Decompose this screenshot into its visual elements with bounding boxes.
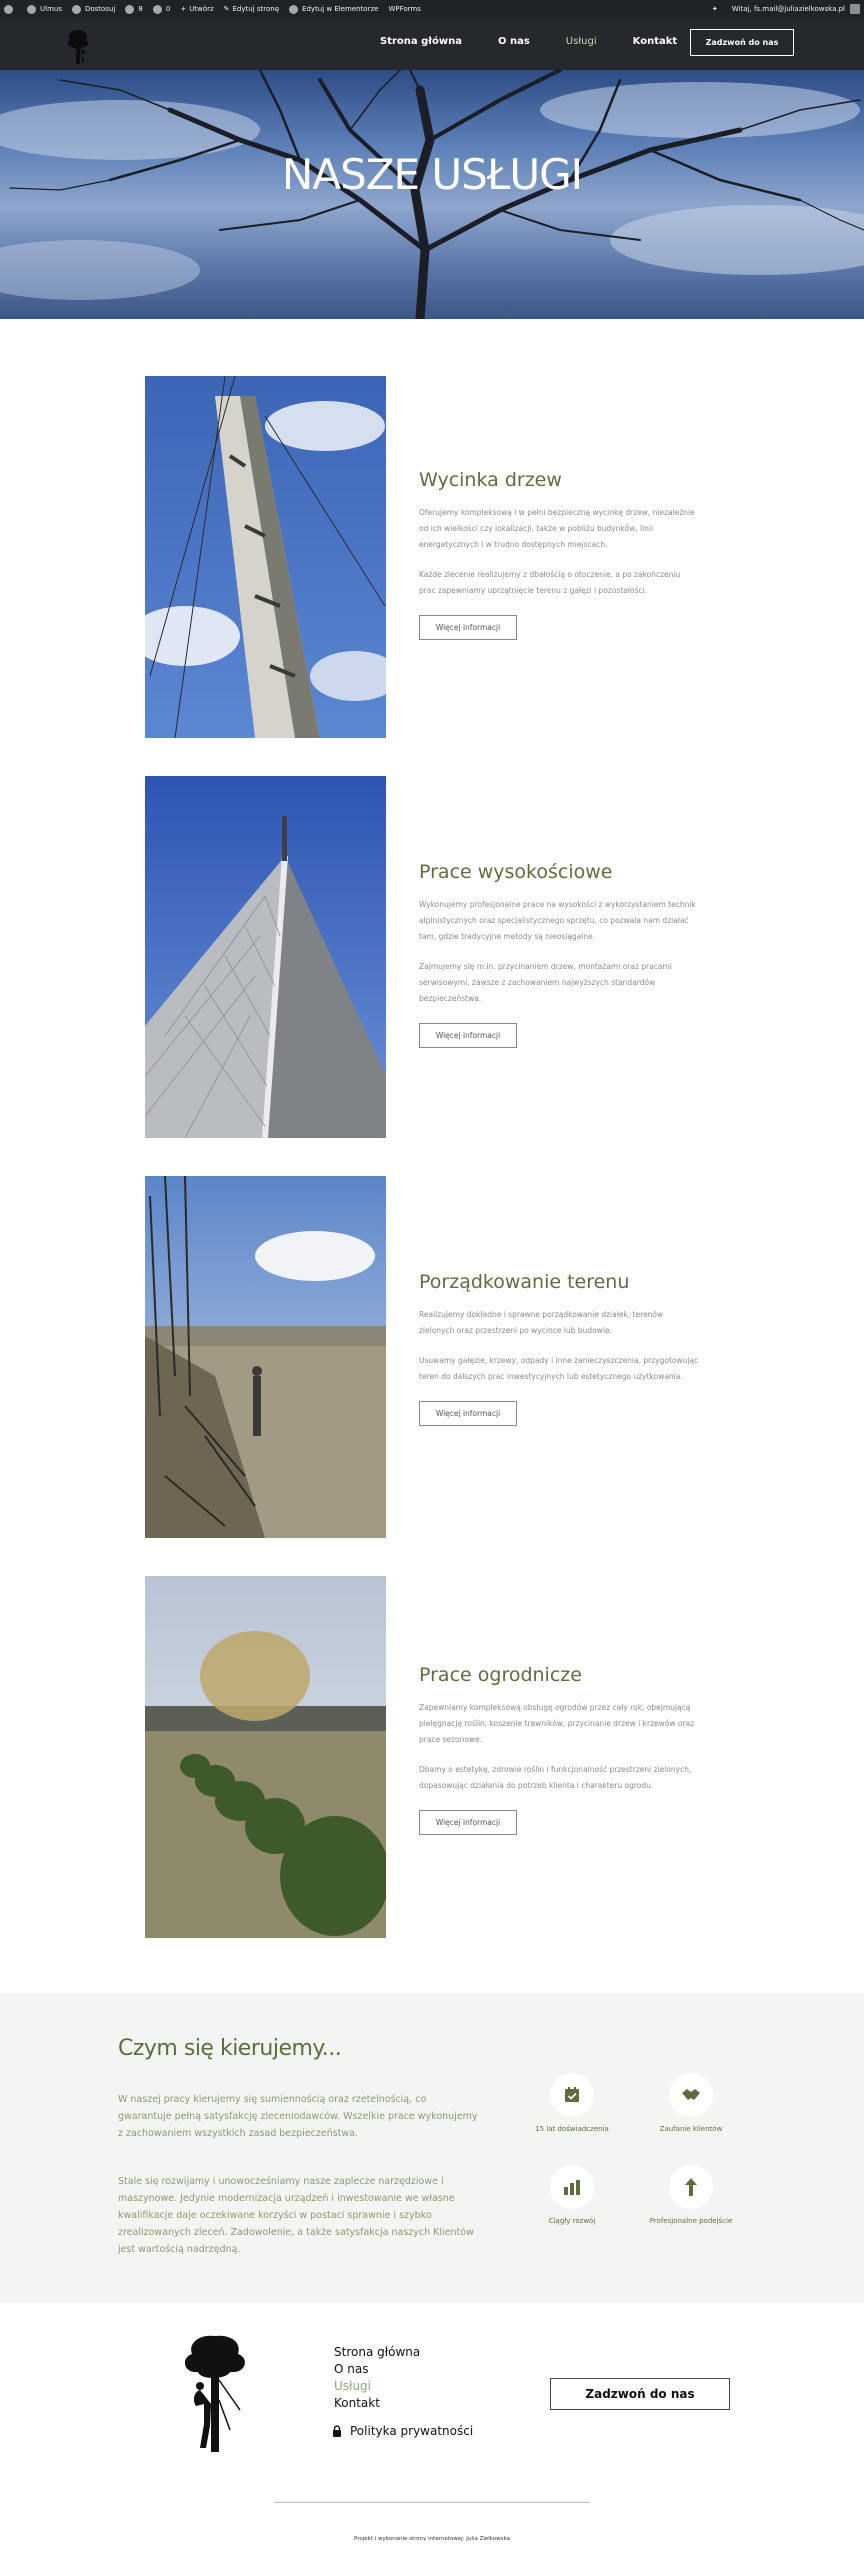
privacy-policy-link[interactable]: Polityka prywatności: [332, 2424, 473, 2438]
service-high-altitude: [145, 776, 725, 1138]
tree-trunk-photo: [145, 376, 386, 738]
admin-bar-comments[interactable]: 0: [153, 5, 170, 14]
service-text: [419, 861, 699, 1048]
service-description: Realizujemy dokładne i sprawne porządkowanie działek, terenów zielonych oraz przestrzeni po wycince lub budowie.: [419, 1310, 664, 1335]
wp-admin-bar: [0, 0, 864, 18]
footer-nav-item-home[interactable]: Strona główna: [334, 2345, 421, 2359]
section-title: Czym się kierujemy...: [118, 2036, 342, 2061]
more-info-button[interactable]: Więcej informacji: [419, 615, 517, 640]
values-paragraph: W naszej pracy kierujemy się sumiennością oraz rzetelnością, co gwarantuje pełną satysfakcję zleceniodawców. Wszelkie prace wykonujemy z zachowaniem wszystkich zasad bezpieczeństwa.: [118, 2094, 478, 2139]
call-us-button[interactable]: Zadzwoń do nas: [690, 29, 794, 56]
values-paragraph: Stale się rozwijamy i unowocześniamy nasze zaplecze narzędziowe i maszynowe. Jedynie modernizacja urządzeń i inwestowanie we własne kwalifikacje daje oczekiwane korzyści w postaci sprawnie i szybko zrealizowanych zleceń. Zadowolenie, a także satysfakcja naszych Klientów jest wartością nadrzędną.: [118, 2176, 474, 2255]
main-nav: [380, 36, 713, 47]
feature-experience: 15 lat doświadczenia: [512, 2073, 632, 2133]
more-info-button[interactable]: Więcej informacji: [419, 1401, 517, 1426]
service-text: [419, 1271, 699, 1426]
service-gardening: [145, 1576, 725, 1938]
admin-bar-new[interactable]: + Utwórz: [180, 5, 214, 13]
values-section: [0, 1993, 864, 2303]
nav-item-services[interactable]: Usługi: [565, 36, 597, 47]
page-title: NASZE USŁUGI: [281, 150, 583, 199]
service-description: Oferujemy kompleksową i w pełni bezpieczną wycinkę drzew, niezależnie od ich wielkości czy lokalizacji, także w pobliżu budynków, linii energetycznych i w trudno dostępnych miejscach.: [419, 508, 695, 549]
admin-bar-edit-page[interactable]: ✎ Edytuj stronę: [223, 5, 280, 13]
service-description: Dbamy o estetykę, zdrowie roślin i funkcjonalność przestrzeni zielonych, dopasowując działania do potrzeb klienta i charakteru ogrodu.: [419, 1765, 692, 1790]
brush-icon: [72, 5, 81, 14]
wordpress-icon: [4, 5, 13, 14]
lock-icon: [332, 2425, 342, 2437]
service-title: Porządkowanie terenu: [419, 1271, 630, 1293]
service-description: Wykonujemy profesjonalne prace na wysokości z wykorzystaniem technik alpinistycznych oraz specjalistycznego sprzętu, co pozwala nam działać tam, gdzie tradycyjne metody są nieosiągalne.: [419, 900, 696, 941]
service-title: Prace wysokościowe: [419, 861, 613, 883]
service-description: Usuwamy gałęzie, krzewy, odpady i inne zanieczyszczenia, przygotowując teren do dalszych prac inwestycyjnych lub estetycznego użytkowania.: [419, 1356, 699, 1381]
site-header: [0, 18, 864, 70]
admin-greeting[interactable]: Witaj, fs.mail@juliazielkowska.pl: [731, 5, 845, 13]
hero-banner: [0, 70, 864, 319]
admin-bar-elementor[interactable]: Edytuj w Elementorze: [289, 5, 378, 14]
ai-sparkle-icon[interactable]: ✦: [711, 5, 718, 13]
elementor-icon: [289, 5, 298, 14]
service-text: [419, 1664, 699, 1835]
calendar-check-icon: [550, 2073, 594, 2117]
admin-bar-site[interactable]: Ulmus: [27, 5, 62, 14]
feature-trust: Zaufanie klientów: [631, 2073, 751, 2133]
service-description: Zapewniamy kompleksową obsługę ogrodów przez cały rok, obejmującą pielęgnację roślin, koszenie trawników, przycinanie drzew i krzewów oraz prace sezonowe.: [419, 1703, 695, 1744]
home-icon: [27, 5, 36, 14]
arrow-up-icon: [669, 2165, 713, 2209]
comment-icon: [153, 5, 162, 14]
garden-shrubs-photo: [145, 1576, 386, 1938]
plus-icon: +: [180, 5, 187, 13]
copyright-text: Projekt i wykonanie strony internetowej: Julia Zielkowska: [354, 2536, 510, 2542]
nav-item-home[interactable]: Strona główna: [380, 36, 462, 47]
more-info-button[interactable]: Więcej informacji: [419, 1023, 517, 1048]
wp-logo[interactable]: [4, 5, 17, 14]
service-title: Wycinka drzew: [419, 469, 562, 491]
roof-spire-photo: [145, 776, 386, 1138]
service-text: [419, 469, 699, 640]
service-description: Zajmujemy się m.in. przycinaniem drzew, montażami oraz pracami serwisowymi, zawsze z zachowaniem najwyższych standardów bezpieczeństwa.: [419, 962, 672, 1003]
land-clearing-photo: [145, 1176, 386, 1538]
arborist-logo-icon[interactable]: [170, 2330, 260, 2454]
more-info-button[interactable]: Więcej informacji: [419, 1810, 517, 1835]
arborist-logo-icon[interactable]: [64, 26, 92, 66]
footer-nav-item-services[interactable]: Usługi: [334, 2379, 372, 2393]
updates-icon: [125, 5, 134, 14]
footer-call-button[interactable]: Zadzwoń do nas: [550, 2378, 730, 2410]
footer-nav-item-about[interactable]: O nas: [334, 2362, 369, 2376]
footer-nav-item-contact[interactable]: Kontakt: [334, 2396, 380, 2410]
service-tree-cutting: [145, 376, 725, 738]
service-land-clearing: [145, 1176, 725, 1538]
nav-item-contact[interactable]: Kontakt: [632, 36, 678, 47]
service-title: Prace ogrodnicze: [419, 1664, 582, 1686]
growth-icon: [550, 2165, 594, 2209]
admin-bar-wpforms[interactable]: WPForms: [388, 5, 421, 13]
admin-bar-customize[interactable]: Dostosuj: [72, 5, 115, 14]
feature-professional: Profesjonalne podejście: [631, 2165, 751, 2225]
pencil-icon: ✎: [223, 5, 230, 13]
footer-divider: [274, 2502, 590, 2503]
feature-growth: Ciągły rozwój: [512, 2165, 632, 2225]
avatar[interactable]: [850, 4, 860, 14]
handshake-icon: [669, 2073, 713, 2117]
nav-item-about[interactable]: O nas: [497, 36, 530, 47]
service-description: Każde zlecenie realizujemy z dbałością o otoczenie, a po zakończeniu prac zapewniamy uprzątnięcie terenu z gałęzi i pozostałości.: [419, 570, 681, 595]
footer-nav: [334, 2344, 420, 2412]
admin-bar-updates[interactable]: 8: [125, 5, 142, 14]
